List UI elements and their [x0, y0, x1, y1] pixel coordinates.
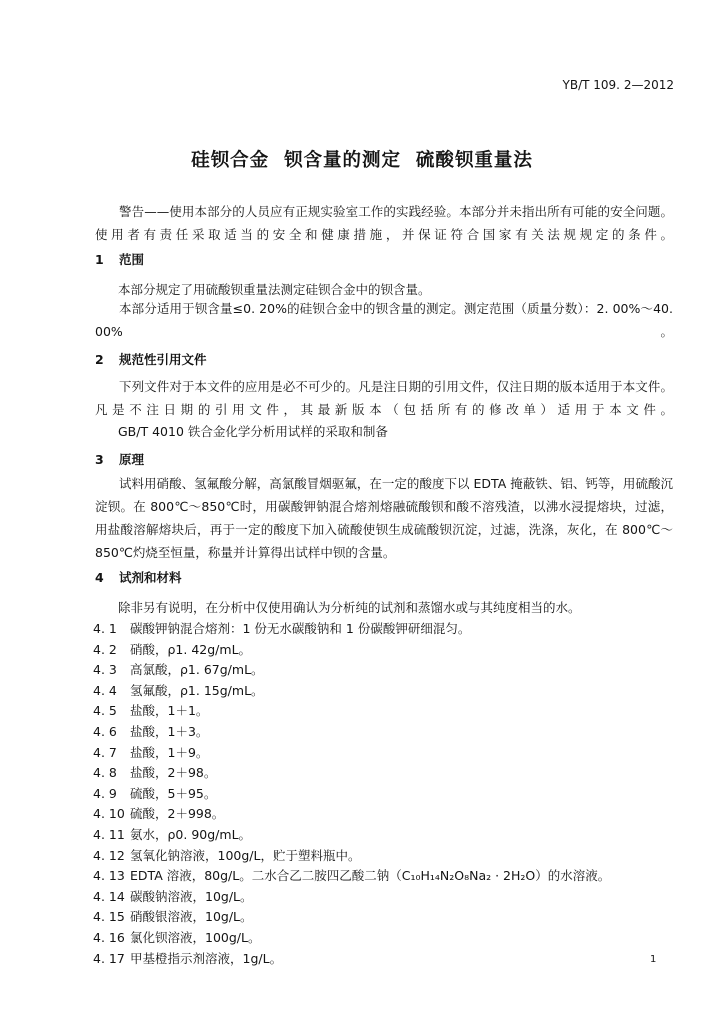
- scope-paragraph-2: 本部分适用于钡含量≤0. 20%的硅钡合金中的钡含量的测定。测定范围（质量分数）：2. 00%～40. 00%。: [95, 301, 673, 339]
- reagent-number: 4. 7: [93, 744, 117, 760]
- reagent-number: 4. 14: [93, 888, 125, 904]
- reagent-number: 4. 16: [93, 930, 125, 945]
- reagent-text: 氯化钡溶液，100g/L。: [130, 930, 261, 945]
- reagent-text: 碳酸钠溶液，10g/L。: [130, 888, 253, 904]
- reagent-item: [93, 846, 360, 864]
- principle-paragraph: 试料用硝酸、氢氟酸分解，高氯酸冒烟驱氟，在一定的酸度下以 EDTA 掩蔽铁、铝、钙等，用硫酸沉淀钡。在 800℃～850℃时，用碳酸钾钠混合熔剂熔融硫酸钡和酸不溶残渣，以沸水浸提熔块，过滤，用盐酸溶解熔块后，再于一定的酸度下加入硫酸使钡生成硫酸钡沉淀，过滤，洗涤，灰化，在 800℃～850℃灼烧至恒量，称量并计算得出试样中钡的含量。: [95, 476, 673, 560]
- reagent-item: [93, 640, 251, 658]
- reagent-item: [93, 743, 208, 761]
- reagent-item: [93, 907, 253, 925]
- reagent-text: 高氯酸，ρ1. 67g/mL。: [130, 662, 264, 678]
- reagent-item: [93, 619, 470, 637]
- reagent-text: 氨水，ρ0. 90g/mL。: [130, 827, 252, 842]
- reagent-text: 盐酸，1＋3。: [130, 724, 209, 739]
- reagent-number: 4. 2: [93, 641, 117, 657]
- reagent-number: 4. 6: [93, 724, 117, 739]
- section-title: 范围: [119, 252, 145, 267]
- section-heading-scope: [95, 250, 144, 268]
- document-code: YB/T 109. 2—2012: [562, 78, 674, 92]
- reagent-text: 硫酸，5＋95。: [130, 785, 217, 801]
- reagent-text: 碳酸钾钠混合熔剂：1 份无水碳酸钠和 1 份碳酸钾研细混匀。: [130, 621, 471, 636]
- reagents-intro: 除非另有说明，在分析中仅使用确认为分析纯的试剂和蒸馏水或与其纯度相当的水。: [118, 600, 581, 615]
- section-number: 2: [95, 352, 104, 367]
- reagent-item: [93, 722, 208, 740]
- section-heading-references: [95, 350, 207, 368]
- reagent-number: 4. 9: [93, 785, 117, 801]
- reagent-item: [93, 866, 610, 884]
- section-heading-reagents: [95, 568, 182, 586]
- reagent-number: 4. 17: [93, 950, 125, 966]
- reagent-text: 硫酸，2＋998。: [130, 806, 225, 822]
- section-heading-principle: [95, 450, 144, 468]
- reagent-text: 硝酸，ρ1. 42g/mL。: [130, 641, 252, 657]
- reagent-item: [93, 928, 260, 946]
- warning-paragraph: 警告——使用本部分的人员应有正规实验室工作的实践经验。本部分并未指出所有可能的安全问题。使用者有责任采取适当的安全和健康措施，并保证符合国家有关法规规定的条件。: [95, 204, 673, 242]
- section-number: 4: [95, 570, 104, 585]
- referenced-standard: GB/T 4010 铁合金化学分析用试样的采取和制备: [118, 424, 388, 439]
- reagent-item: [93, 825, 251, 843]
- reagent-text: 盐酸，1＋1。: [130, 703, 209, 719]
- reagent-item: [93, 949, 282, 967]
- scope-paragraph-1: 本部分规定了用硫酸钡重量法测定硅钡合金中的钡含量。: [118, 282, 431, 297]
- reagent-item: [93, 701, 208, 719]
- document-title: 硅钡合金 钡含量的测定 硫酸钡重量法: [191, 150, 533, 171]
- reagent-number: 4. 5: [93, 703, 117, 719]
- reagent-item: [93, 804, 224, 822]
- reagent-number: 4. 15: [93, 909, 125, 925]
- reagent-number: 4. 8: [93, 765, 117, 781]
- section-title: 原理: [119, 452, 145, 467]
- section-number: 3: [95, 452, 104, 467]
- reagent-text: 盐酸，2＋98。: [130, 765, 217, 781]
- reagent-item: [93, 887, 253, 905]
- reagent-number: 4. 1: [93, 621, 117, 636]
- reagent-text: 氢氧化钠溶液，100g/L，贮于塑料瓶中。: [130, 847, 361, 863]
- reagent-item: [93, 763, 216, 781]
- section-title: 试剂和材料: [119, 570, 182, 585]
- reagent-text: 氢氟酸，ρ1. 15g/mL。: [130, 682, 264, 698]
- reagent-number: 4. 11: [93, 827, 125, 842]
- reagent-number: 4. 13: [93, 868, 125, 884]
- reagent-text: 硝酸银溶液，10g/L。: [130, 909, 253, 925]
- reagent-item: [93, 660, 264, 678]
- references-paragraph: 下列文件对于本文件的应用是必不可少的。凡是注日期的引用文件，仅注日期的版本适用于本文件。凡是不注日期的引用文件，其最新版本（包括所有的修改单）适用于本文件。: [95, 379, 673, 417]
- reagent-number: 4. 12: [93, 847, 125, 863]
- reagent-item: [93, 784, 216, 802]
- reagent-text: EDTA 溶液，80g/L。二水合乙二胺四乙酸二钠（C₁₀H₁₄N₂O₈Na₂ · 2H₂O）的水溶液。: [130, 868, 611, 884]
- section-number: 1: [95, 252, 104, 267]
- reagent-number: 4. 10: [93, 806, 125, 822]
- reagent-text: 盐酸，1＋9。: [130, 744, 209, 760]
- reagent-item: [93, 681, 264, 699]
- reagent-text: 甲基橙指示剂溶液，1g/L。: [130, 950, 283, 966]
- reagent-number: 4. 4: [93, 682, 117, 698]
- section-title: 规范性引用文件: [119, 352, 207, 367]
- page-number: 1: [650, 954, 657, 965]
- reagent-number: 4. 3: [93, 662, 117, 678]
